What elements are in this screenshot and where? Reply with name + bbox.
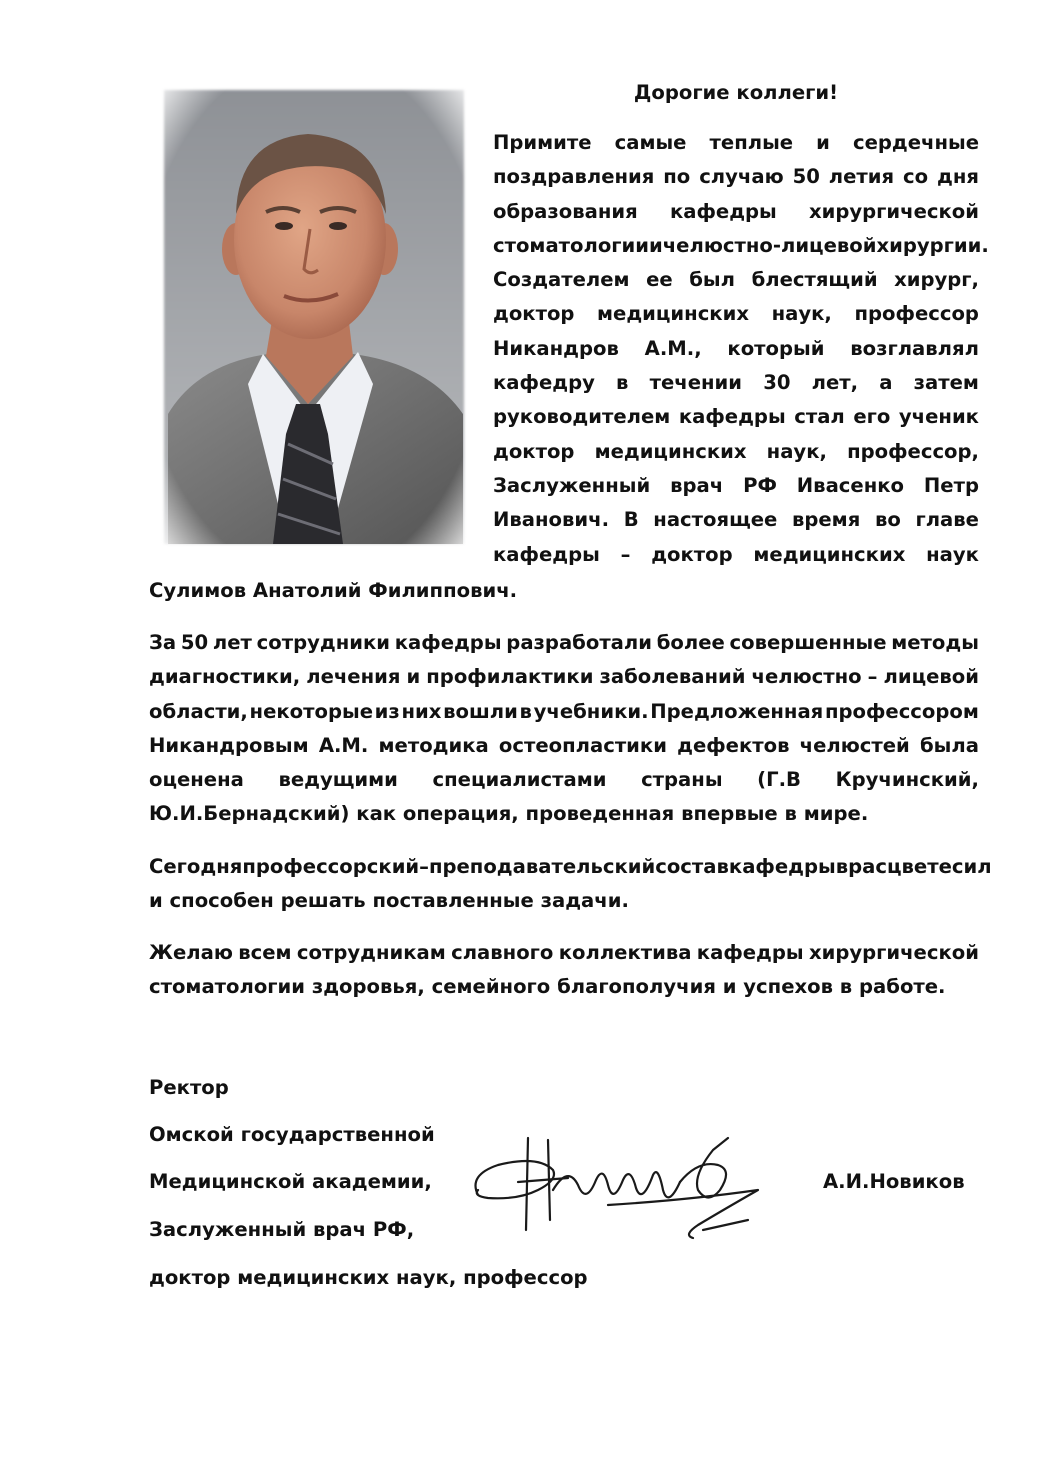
word: Петр <box>923 473 979 497</box>
word: них <box>401 699 442 723</box>
text-line <box>493 503 979 537</box>
signer-organization-cont: Медицинской академии, <box>149 1170 432 1193</box>
word: Желаю <box>149 941 233 964</box>
text-line <box>493 366 979 400</box>
word: славного <box>451 941 554 964</box>
word: из <box>374 699 400 723</box>
word: страны <box>641 768 723 792</box>
word: профессорский <box>242 855 420 878</box>
word: поздравления <box>493 165 655 189</box>
word: медицинских <box>753 542 906 566</box>
word: Иванович. <box>493 508 610 532</box>
word: Предложенная <box>650 699 824 723</box>
text-line <box>493 297 979 331</box>
word: методы <box>891 631 979 654</box>
word: Сегодня <box>149 855 243 878</box>
word: Никандров <box>493 336 619 360</box>
word: во <box>874 508 901 532</box>
handwritten-signature <box>458 1120 778 1250</box>
word: по <box>663 165 691 189</box>
word: стал <box>794 405 845 429</box>
word: кафедры <box>696 941 804 964</box>
word: профессор <box>854 302 979 326</box>
text-line <box>493 160 979 194</box>
text-line <box>149 936 979 970</box>
word: был <box>689 268 736 292</box>
text-line <box>493 400 979 434</box>
word: течении <box>649 371 743 395</box>
word: специалистами <box>432 768 607 792</box>
word: лечения <box>306 665 401 689</box>
text-line <box>149 763 979 797</box>
word: более <box>656 631 725 654</box>
word: а <box>879 371 893 395</box>
word: методика <box>378 733 489 757</box>
text-line <box>493 435 979 469</box>
word: наук, <box>766 439 827 463</box>
word: кафедры <box>493 542 600 566</box>
word: врач <box>670 473 724 497</box>
word: дефектов <box>677 733 790 757</box>
word: хирургической <box>808 199 979 223</box>
word: вошли <box>443 699 518 723</box>
word: Примите <box>493 131 592 154</box>
word: настоящее <box>653 508 778 532</box>
paragraph-wishes <box>149 936 979 1005</box>
word: самые <box>614 131 687 154</box>
text-line <box>493 263 979 297</box>
word: Заслуженный <box>493 473 651 497</box>
text-line <box>149 695 979 729</box>
word: в <box>835 855 849 878</box>
word: и <box>406 665 421 689</box>
word: профилактики <box>426 665 594 689</box>
word: 50 <box>180 631 209 654</box>
word: кафедры <box>394 631 502 654</box>
word: всем <box>238 941 292 964</box>
text-line: Ю.И.Бернадский) как операция, проведенная впервые в мире. <box>149 802 869 826</box>
word: За <box>149 631 177 654</box>
word: некоторые <box>249 699 373 723</box>
word: время <box>791 508 861 532</box>
text-line <box>149 850 992 884</box>
word: главе <box>915 508 979 532</box>
word: профессор, <box>847 439 979 463</box>
word: – <box>867 665 878 689</box>
word: блестящий <box>751 268 878 292</box>
word: и <box>649 233 663 257</box>
text-line: Сулимов Анатолий Филиппович. <box>149 579 518 602</box>
word: его <box>853 405 891 429</box>
word: затем <box>913 371 979 395</box>
word: хирургии. <box>876 233 989 257</box>
portrait-photo <box>158 84 470 550</box>
word: расцвете <box>848 855 952 878</box>
word: Никандровым <box>149 733 309 757</box>
word: оценена <box>149 768 244 792</box>
word: медицинских <box>597 302 749 326</box>
word: А.М. <box>318 733 369 757</box>
word: – <box>620 542 631 566</box>
word: – <box>419 855 429 878</box>
word: хирург, <box>894 268 979 292</box>
word: заболеваний <box>599 665 746 689</box>
word: преподавательский <box>428 855 656 878</box>
word: челюстно <box>751 665 862 689</box>
text-line: стоматологии здоровья, семейного благополучия и успехов в работе. <box>149 975 946 999</box>
word: диагностики, <box>149 665 301 689</box>
word: хирургической <box>808 941 979 964</box>
intro-paragraph <box>493 126 989 572</box>
paragraph-staff <box>149 850 992 919</box>
word: кафедры <box>728 855 836 878</box>
text-line <box>493 469 979 503</box>
word: ее <box>646 268 673 292</box>
word: летия <box>828 165 895 189</box>
word: доктор <box>493 439 575 463</box>
word: в <box>519 699 532 723</box>
word: со <box>903 165 929 189</box>
text-line <box>493 332 979 366</box>
text-line: и способен решать поставленные задачи. <box>149 889 629 913</box>
word: ведущими <box>278 768 398 792</box>
word: наук <box>926 542 979 566</box>
word: который <box>727 336 825 360</box>
word: РФ <box>743 473 777 497</box>
text-line <box>493 195 979 229</box>
word: остеопластики <box>498 733 667 757</box>
word: случаю <box>699 165 784 189</box>
word: челюстно-лицевой <box>662 233 877 257</box>
word: теплые <box>709 131 794 154</box>
word: Ивасенко <box>796 473 905 497</box>
word: возглавлял <box>850 336 979 360</box>
intro-paragraph-end <box>149 574 979 608</box>
word: сил <box>951 855 992 878</box>
text-line <box>149 729 979 763</box>
word: доктор <box>651 542 733 566</box>
word: в <box>616 371 629 395</box>
signer-name: А.И.Новиков <box>823 1170 965 1193</box>
word: стоматологии <box>493 233 649 257</box>
word: сердечные <box>852 131 979 154</box>
word: А.М., <box>644 336 702 360</box>
word: лет, <box>811 371 859 395</box>
text-line <box>149 626 979 660</box>
word: дня <box>937 165 979 189</box>
word: 30 <box>763 371 791 395</box>
word: лет <box>212 631 252 654</box>
word: (Г.В <box>757 768 801 792</box>
word: области, <box>149 699 248 723</box>
word: руководителем <box>493 405 671 429</box>
word: кафедры <box>678 405 786 429</box>
word: ученик <box>898 405 979 429</box>
word: была <box>919 733 979 757</box>
word: коллектива <box>558 941 692 964</box>
word: Создателем <box>493 268 630 292</box>
word: и <box>816 131 830 154</box>
signer-organization: Омской государственной <box>149 1123 435 1146</box>
word: разработали <box>506 631 652 654</box>
signer-title: Ректор <box>149 1076 229 1099</box>
word: В <box>623 508 639 532</box>
word: доктор <box>493 302 575 326</box>
signer-honorary-title: Заслуженный врач РФ, <box>149 1218 415 1241</box>
word: кафедру <box>493 371 595 395</box>
word: учебники. <box>533 699 649 723</box>
greeting-heading: Дорогие коллеги! <box>633 81 839 104</box>
text-line <box>149 660 979 694</box>
word: совершенные <box>729 631 887 654</box>
word: профессором <box>824 699 979 723</box>
word: сотрудники <box>256 631 390 654</box>
word: кафедры <box>669 199 777 223</box>
text-line <box>493 126 979 160</box>
word: наук, <box>771 302 832 326</box>
word: челюстей <box>799 733 910 757</box>
word: сотрудникам <box>296 941 446 964</box>
word: Кручинский, <box>835 768 979 792</box>
word: состав <box>655 855 729 878</box>
text-line <box>493 538 979 572</box>
text-line <box>493 229 989 263</box>
word: медицинских <box>594 439 747 463</box>
signer-degree: доктор медицинских наук, профессор <box>149 1266 588 1289</box>
word: 50 <box>792 165 820 189</box>
word: лицевой <box>883 665 979 689</box>
word: образования <box>493 199 638 223</box>
paragraph-methods <box>149 626 979 832</box>
